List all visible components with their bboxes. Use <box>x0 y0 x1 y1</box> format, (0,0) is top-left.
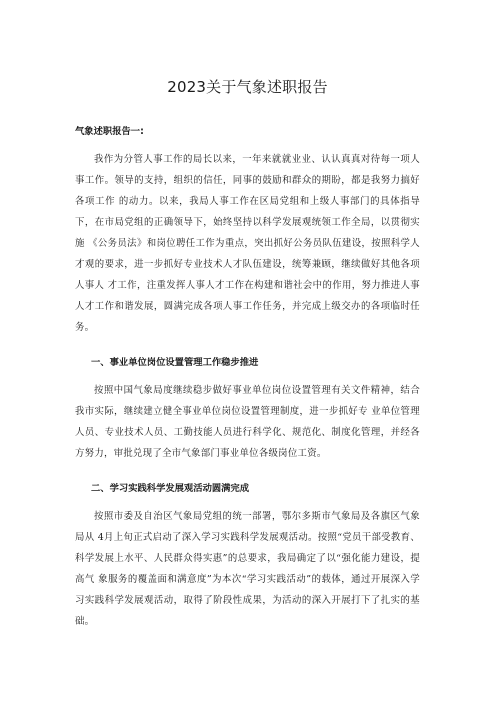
section-heading-1: 一、事业单位岗位设置管理工作稳步推进 <box>91 357 259 368</box>
section-heading-2: 二、学习实践科学发展观活动圆满完成 <box>91 483 250 494</box>
section-body-1: 按照中国气象局度继续稳步做好事业单位岗位设置管理有关文件精神，结合我市实际，继续建立健全事业单位岗位设置管理制度，进一步抓好专 业单位管理人员、专业技术人员、工勤技能人员进行科学化、规范化、制度化管理，并经各方努力，审批兑现了全市气象部门事业单位各级岗位工资。 <box>75 385 420 459</box>
report-subtitle: 气象述职报告一: <box>75 126 144 137</box>
document-title: 2023关于气象述职报告 <box>167 78 328 96</box>
intro-paragraph: 我作为分管人事工作的局长以来，一年来就就业业、认认真真对待每一项人事工作。领导的支持，组织的信任，同事的鼓励和群众的期盼，都是我努力搞好各项工作 的动力。以来，我局人事工作在区局党组和上级人事部门的具体指导下，在市局党组的正确领导下，始终坚持以科学发展观统领工作全局，以贯彻实施 《公务员法》和岗位聘任工作为重点，突出抓好公务员队伍建设，按照科学人才观的要求，进一步抓好专业技术人才队伍建设，统筹兼顾，继续做好其他各项人事人 才工作，注重发挥人事人才工作在构建和谐社会中的作用，努力推进人事人才工作和谐发展，圆满完成各项人事工作任务，并完成上级交办的各项临时任务。 <box>75 154 420 333</box>
section-body-2: 按照市委及自治区气象局党组的统一部署，鄂尔多斯市气象局及各旗区气象局从 4月上旬正式启动了深入学习实践科学发展观活动。按照“党员干部受教育、科学发展上水平、人民群众得实惠”的总要求，我局确定了以“强化能力建设，提高气 象服务的覆盖面和满意度”为本次“学习实践活动”的载体，通过开展深入学习实践科学发展观活动，取得了阶段性成果，为活动的深入开展打下了扎实的基础。 <box>75 511 420 627</box>
